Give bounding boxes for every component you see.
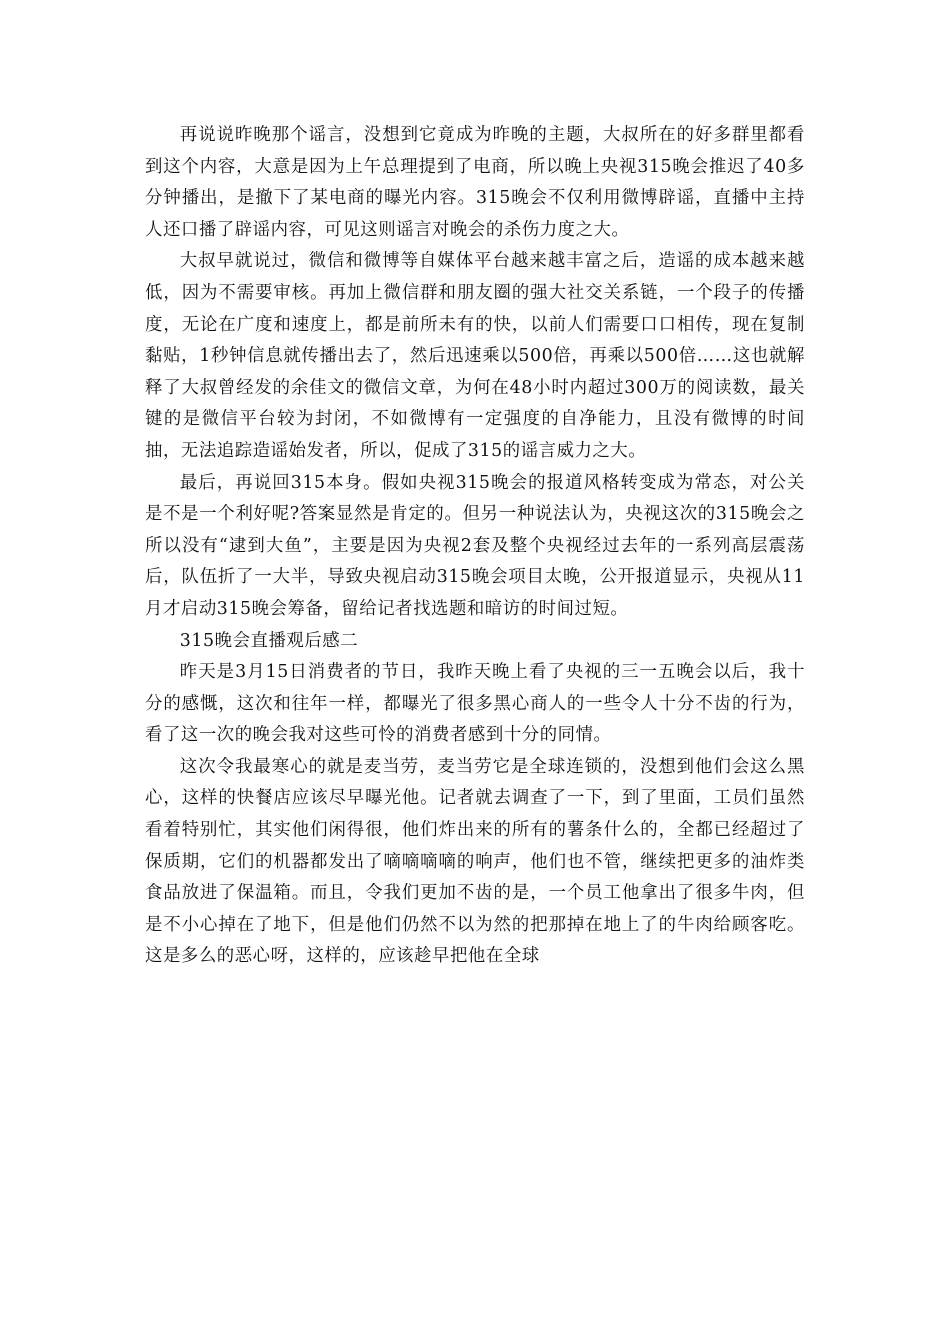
paragraph: 最后，再说回315本身。假如央视315晚会的报道风格转变成为常态，对公关是不是一个利好呢?答案显然是肯定的。但另一种说法认为，央视这次的315晚会之所以没有“逮到大鱼”，主要是因为央视2套及整个央视经过去年的一系列高层震荡后，队伍折了一大半，导致央视启动315晚会项目太晚，公开报道显示，央视从11月才启动315晚会筹备，留给记者找选题和暗访的时间过短。 (145, 472, 805, 619)
paragraph: 昨天是3月15日消费者的节日，我昨天晚上看了央视的三一五晚会以后，我十分的感慨，这次和往年一样，都曝光了很多黑心商人的一些令人十分不齿的行为，看了这一次的晚会我对这些可怜的消费者感到十分的同情。 (145, 662, 805, 746)
paragraph: 大叔早就说过，微信和微博等自媒体平台越来越丰富之后，造谣的成本越来越低，因为不需要审核。再加上微信群和朋友圈的强大社交关系链，一个段子的传播度，无论在广度和速度上，都是前所未有的快，以前人们需要口口相传，现在复制黏贴，1秒钟信息就传播出去了，然后迅速乘以500倍，再乘以500倍……这也就解释了大叔曾经发的余佳文的微信文章，为何在48小时内超过300万的阅读数，最关键的是微信平台较为封闭，不如微博有一定强度的自净能力，且没有微博的时间抽，无法追踪造谣始发者，所以，促成了315的谣言威力之大。 (145, 251, 805, 461)
document-body (145, 120, 805, 973)
paragraph: 这次令我最寒心的就是麦当劳，麦当劳它是全球连锁的，没想到他们会这么黑心，这样的快餐店应该尽早曝光他。记者就去调查了一下，到了里面，工员们虽然看着特别忙，其实他们闲得很，他们炸出来的所有的薯条什么的，全都已经超过了保质期，它们的机器都发出了嘀嘀嘀嘀的响声，他们也不管，继续把更多的油炸类食品放进了保温箱。而且，令我们更加不齿的是，一个员工他拿出了很多牛肉，但是不小心掉在了地下，但是他们仍然不以为然的把那掉在地上了的牛肉给顾客吃。这是多么的恶心呀，这样的，应该趁早把他在全球 (145, 756, 805, 967)
paragraph: 再说说昨晚那个谣言，没想到它竟成为昨晚的主题，大叔所在的好多群里都看到这个内容，大意是因为上午总理提到了电商，所以晚上央视315晚会推迟了40多分钟播出，是撤下了某电商的曝光内容。315晚会不仅利用微博辟谣，直播中主持人还口播了辟谣内容，可见这则谣言对晚会的杀伤力度之大。 (145, 125, 805, 240)
section-title: 315晚会直播观后感二 (179, 630, 359, 651)
